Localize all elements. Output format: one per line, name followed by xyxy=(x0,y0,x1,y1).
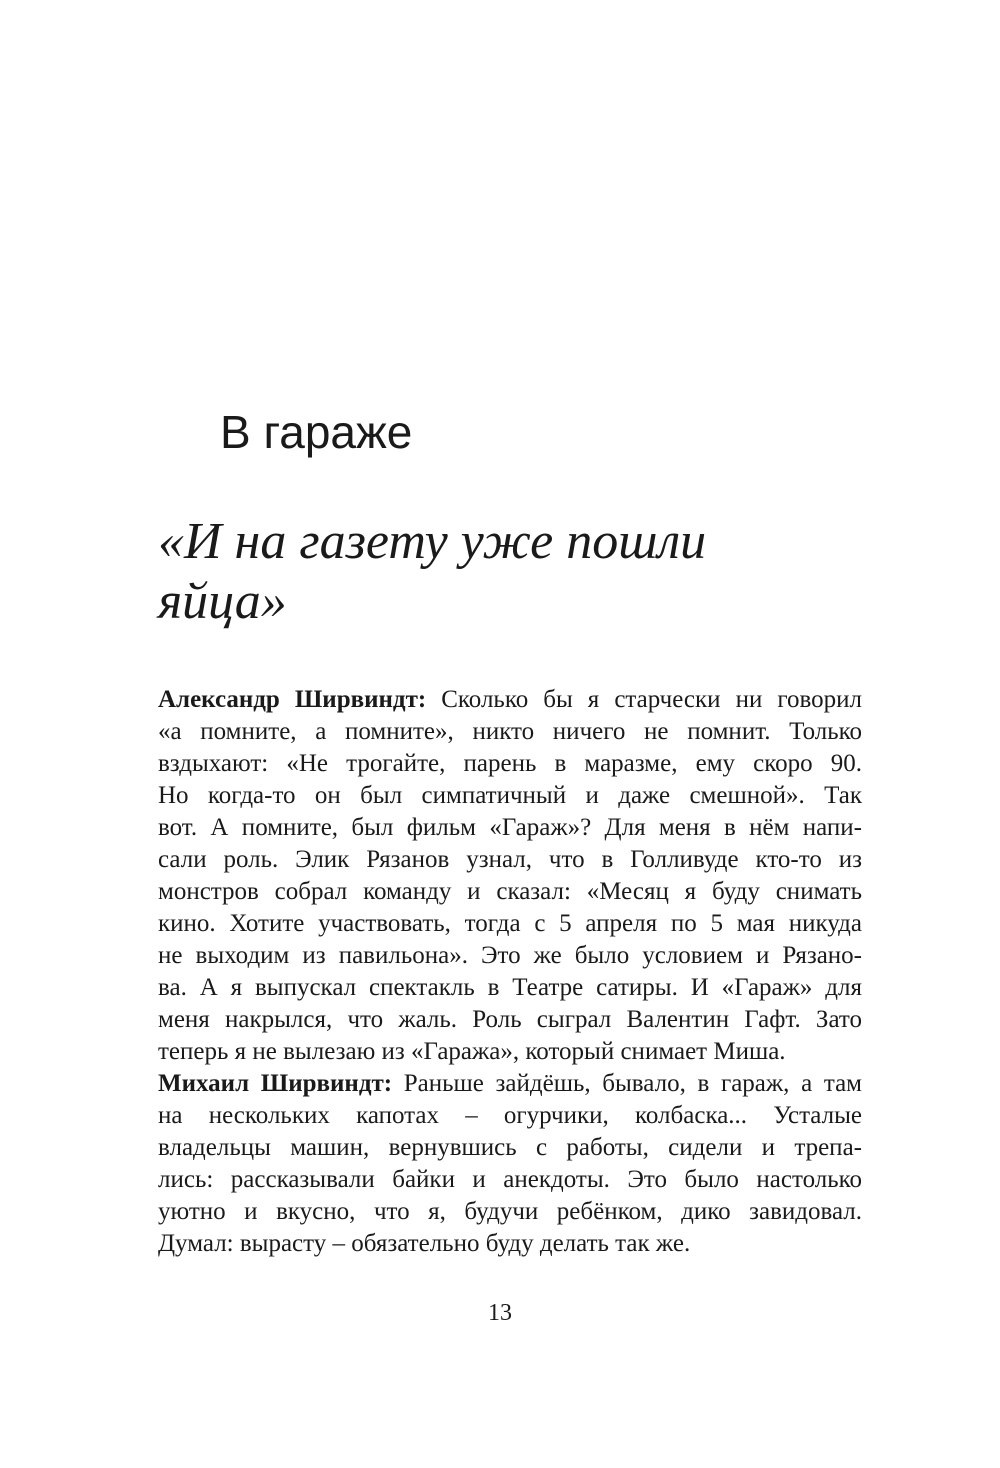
paragraph-line: уютно и вкусно, что я, будучи ребёнком, дико завидовал. xyxy=(158,1198,862,1225)
paragraph-line: сали роль. Элик Рязанов узнал, что в Голливуде кто-то из xyxy=(158,846,862,873)
paragraph-text: Сколько бы я старчески ни говорил xyxy=(426,686,862,713)
paragraph-line: вздыхают: «Не трогайте, парень в маразме, ему скоро 90. xyxy=(158,750,862,777)
paragraph-line: не выходим из павильона». Это же было условием и Рязано- xyxy=(158,942,862,969)
paragraph-line xyxy=(158,1068,862,1100)
paragraph-line: монстров собрал команду и сказал: «Месяц я буду снимать xyxy=(158,878,862,905)
paragraph-shirvindt-mikhail xyxy=(158,1068,862,1260)
paragraph-line: теперь я не вылезаю из «Гаража», который снимает Миша. xyxy=(158,1038,786,1065)
paragraph-line: лись: рассказывали байки и анекдоты. Это было настолько xyxy=(158,1166,862,1193)
speaker-name: Александр Ширвиндт: xyxy=(158,686,427,713)
speaker-name: Михаил Ширвиндт: xyxy=(158,1070,393,1097)
paragraph-line: меня накрылся, что жаль. Роль сыграл Валентин Гафт. Зато xyxy=(158,1006,862,1033)
paragraph-line xyxy=(158,684,862,716)
subtitle-line: яйца» xyxy=(158,573,287,630)
paragraph-line: «а помните, а помните», никто ничего не помнит. Только xyxy=(158,718,862,745)
page-number: 13 xyxy=(488,1300,512,1326)
chapter-subtitle xyxy=(158,512,858,632)
paragraph-shirvindt-alexander xyxy=(158,684,862,1068)
paragraph-line: ва. А я выпускал спектакль в Театре сатиры. И «Гараж» для xyxy=(158,974,862,1001)
paragraph-line: на нескольких капотах – огурчики, колбаска... Усталые xyxy=(158,1102,862,1129)
paragraph-text: Раньше зайдёшь, бывало, в гараж, а там xyxy=(392,1070,862,1097)
paragraph-line: Думал: вырасту – обязательно буду делать так же. xyxy=(158,1230,691,1257)
paragraph-line: вот. А помните, был фильм «Гараж»? Для меня в нём напи- xyxy=(158,814,862,841)
paragraph-line: кино. Хотите участвовать, тогда с 5 апреля по 5 мая никуда xyxy=(158,910,862,937)
paragraph-line: Но когда-то он был симпатичный и даже смешной». Так xyxy=(158,782,862,809)
chapter-title: В гараже xyxy=(220,406,413,458)
subtitle-line: «И на газету уже пошли xyxy=(158,513,707,570)
paragraph-line: владельцы машин, вернувшись с работы, сидели и трепа- xyxy=(158,1134,862,1161)
